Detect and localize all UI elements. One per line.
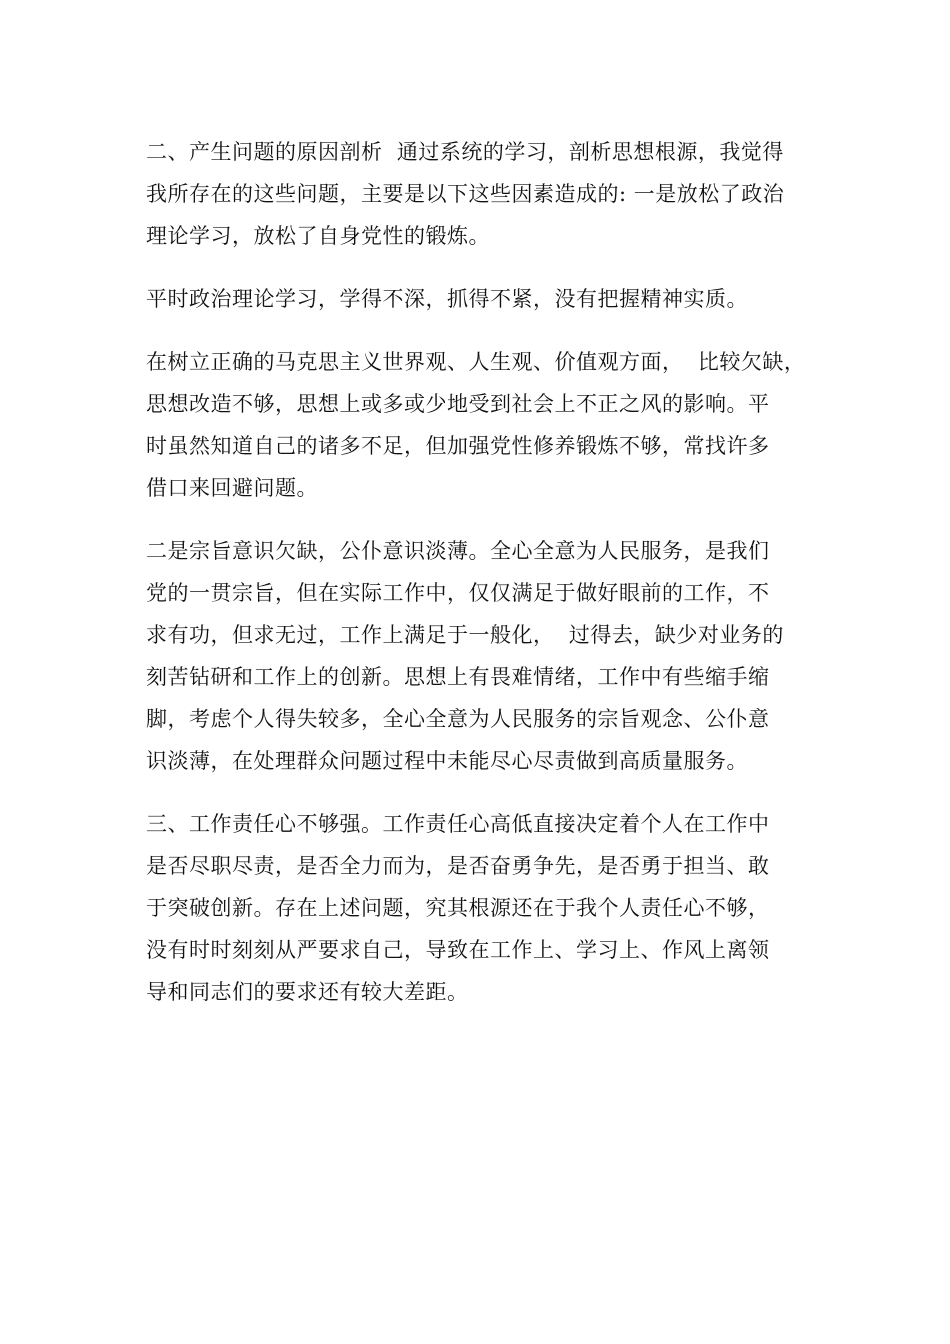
- text-line: 没有时时刻刻从严要求自己，导致在工作上、学习上、作风上离领: [146, 938, 770, 962]
- text-line: 时虽然知道自己的诸多不足，但加强党性修养锻炼不够，常找许多: [146, 434, 770, 458]
- text-line: 理论学习，放松了自身党性的锻炼。: [146, 224, 490, 248]
- text-line: 二、产生问题的原因剖析 通过系统的学习，剖析思想根源，我觉得: [146, 140, 784, 164]
- paragraph-responsibility: [146, 803, 810, 1013]
- text-line: 刻苦钻研和工作上的创新。思想上有畏难情绪，工作中有些缩手缩: [146, 665, 770, 689]
- paragraph-cause-analysis: [146, 131, 810, 257]
- text-line: 求有功，但求无过，工作上满足于一般化， 过得去，缺少对业务的: [146, 623, 784, 647]
- text-line: 三、工作责任心不够强。工作责任心高低直接决定着个人在工作中: [146, 812, 770, 836]
- text-line: 思想改造不够，思想上或多或少地受到社会上不正之风的影响。平: [146, 392, 770, 416]
- text-line: 脚，考虑个人得失较多，全心全意为人民服务的宗旨观念、公仆意: [146, 707, 770, 731]
- text-line: 党的一贯宗旨，但在实际工作中，仅仅满足于做好眼前的工作，不: [146, 581, 770, 605]
- text-line: 我所存在的这些问题，主要是以下这些因素造成的: 一是放松了政治: [146, 182, 785, 206]
- text-line: 二是宗旨意识欠缺，公仆意识淡薄。全心全意为人民服务，是我们: [146, 539, 770, 563]
- text-line: 识淡薄，在处理群众问题过程中未能尽心尽责做到高质量服务。: [146, 749, 748, 773]
- text-line: 导和同志们的要求还有较大差距。: [146, 980, 469, 1004]
- text-line: 在树立正确的马克思主义世界观、人生观、价值观方面， 比较欠缺，: [146, 350, 806, 374]
- paragraph-worldview: [146, 341, 810, 509]
- paragraph-service-awareness: [146, 530, 810, 782]
- text-line: 于突破创新。存在上述问题，究其根源还在于我个人责任心不够，: [146, 896, 770, 920]
- paragraph-theory-study: [146, 278, 810, 320]
- document-body: [146, 131, 810, 1034]
- text-line: 平时政治理论学习，学得不深，抓得不紧，没有把握精神实质。: [146, 287, 748, 311]
- text-line: 借口来回避问题。: [146, 476, 318, 500]
- text-line: 是否尽职尽责，是否全力而为，是否奋勇争先，是否勇于担当、敢: [146, 854, 770, 878]
